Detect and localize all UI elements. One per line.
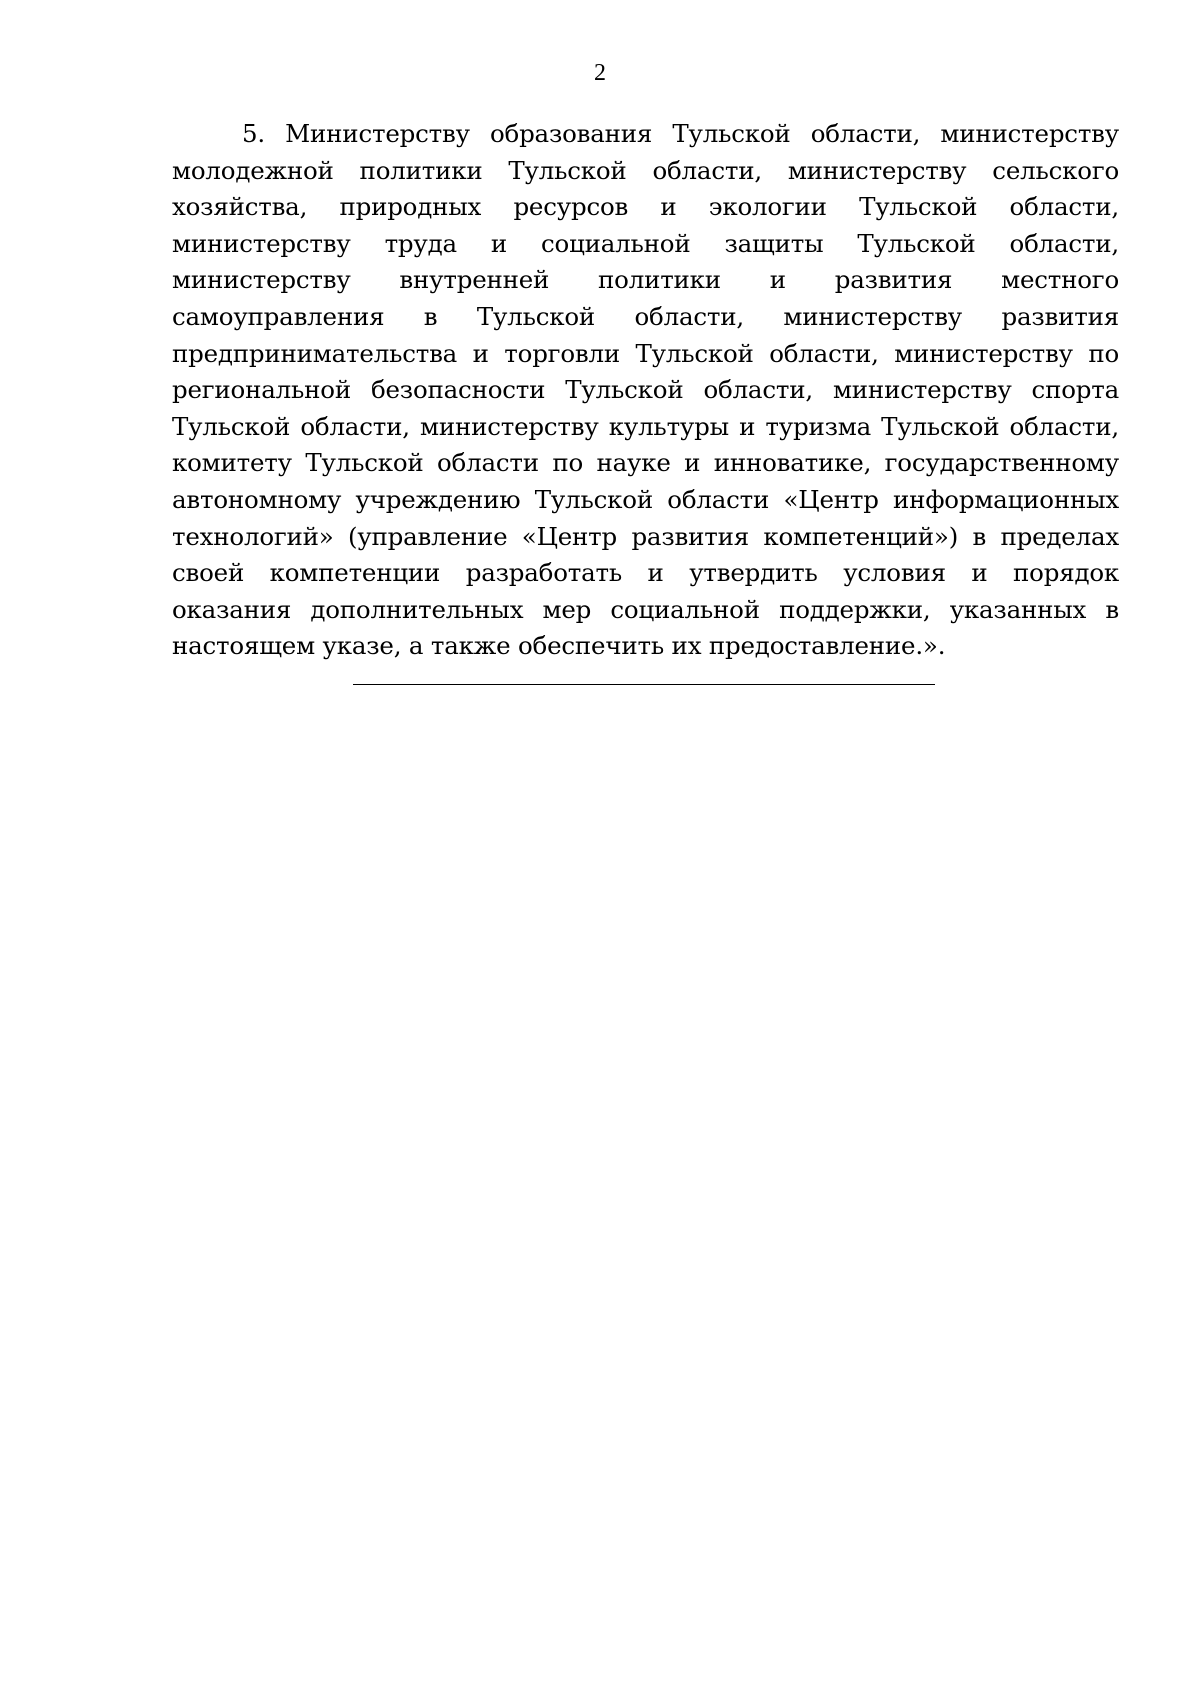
page-number: 2 [594,60,606,86]
end-of-document-rule [353,684,935,685]
paragraph-5: 5. Министерству образования Тульской области, министерству молодежной политики Тульской области, министерству сельского хозяйства, природных ресурсов и экологии Тульской области, министерству труда и социальной защиты Тульской области, министерству внутренней политики и развития местного самоуправления в Тульской области, министерству развития предпринимательства и торговли Тульской области, министерству по региональной безопасности Тульской области, министерству спорта Тульской области, министерству культуры и туризма Тульской области, комитету Тульской области по науке и инноватике, государственному автономному учреждению Тульской области «Центр информационных технологий» (управление «Центр развития компетенций») в пределах своей компетенции разработать и утвердить условия и порядок оказания дополнительных мер социальной поддержки, указанных в настоящем указе, а также обеспечить их предоставление.». [172,119,1119,661]
